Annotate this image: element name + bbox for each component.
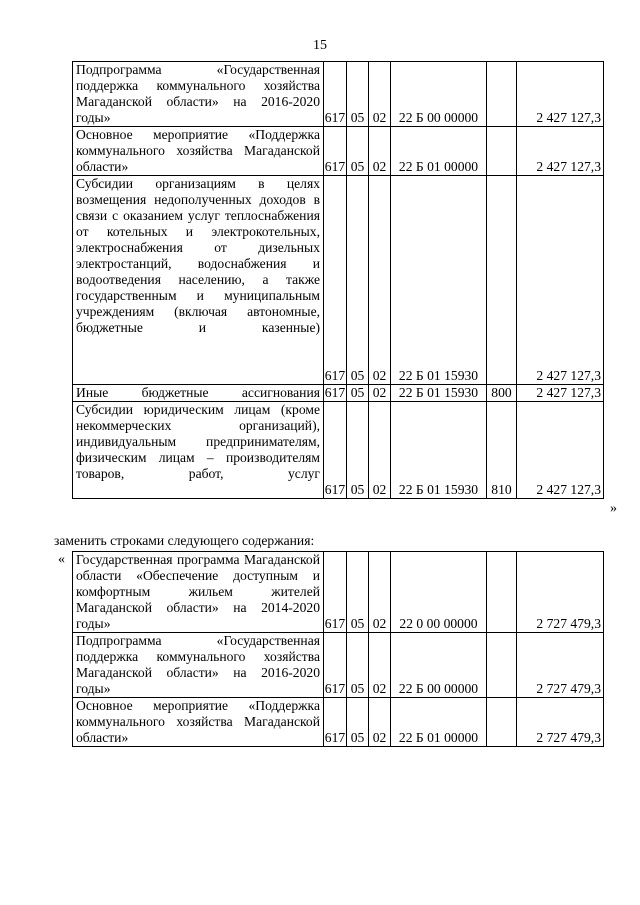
row-amount: 2 427 127,3 bbox=[517, 402, 604, 499]
row-subsection: 02 bbox=[369, 385, 391, 402]
row-code: 617 bbox=[324, 633, 347, 698]
row-subsection: 02 bbox=[369, 552, 391, 633]
row-name: Иные бюджетные ассигнования bbox=[73, 385, 324, 402]
row-name: Подпрограмма «Государственная поддержка коммунального хозяйства Магаданской области» на 2016-2020 годы» bbox=[73, 62, 324, 127]
row-section: 05 bbox=[347, 385, 369, 402]
row-type bbox=[487, 127, 517, 176]
row-section: 05 bbox=[347, 62, 369, 127]
row-target: 22 Б 00 00000 bbox=[391, 633, 487, 698]
row-name: Подпрограмма «Государственная поддержка коммунального хозяйства Магаданской области» на 2016-2020 годы» bbox=[73, 633, 324, 698]
row-section: 05 bbox=[347, 633, 369, 698]
row-code: 617 bbox=[324, 552, 347, 633]
budget-table-old bbox=[72, 61, 604, 499]
row-section: 05 bbox=[347, 176, 369, 385]
row-type bbox=[487, 698, 517, 747]
row-target: 22 0 00 00000 bbox=[391, 552, 487, 633]
row-target: 22 Б 01 00000 bbox=[391, 127, 487, 176]
row-amount: 2 727 479,3 bbox=[517, 633, 604, 698]
row-section: 05 bbox=[347, 552, 369, 633]
row-amount: 2 427 127,3 bbox=[517, 62, 604, 127]
row-name: Субсидии организациям в целях возмещения недополученных доходов в связи с оказанием услуг теплоснабжения от котельных и электрокотельных, электроснабжения от дизельных электростанций, водоснабжения и водоотведения населению, а также государственным и муниципальным учреждениям (включая автономные, бюджетные и казенные) bbox=[73, 176, 324, 385]
row-code: 617 bbox=[324, 176, 347, 385]
row-type bbox=[487, 552, 517, 633]
row-target: 22 Б 01 00000 bbox=[391, 698, 487, 747]
row-type bbox=[487, 633, 517, 698]
row-subsection: 02 bbox=[369, 176, 391, 385]
row-name: Государственная программа Магаданской области «Обеспечение доступным и комфортным жильем жителей Магаданской области» на 2014-2020 годы» bbox=[73, 552, 324, 633]
row-subsection: 02 bbox=[369, 633, 391, 698]
table-row bbox=[73, 127, 604, 176]
closing-quote: » bbox=[610, 501, 617, 516]
row-type: 800 bbox=[487, 385, 517, 402]
table-row bbox=[73, 62, 604, 127]
table-row bbox=[73, 633, 604, 698]
table-row bbox=[73, 698, 604, 747]
row-amount: 2 427 127,3 bbox=[517, 385, 604, 402]
row-code: 617 bbox=[324, 62, 347, 127]
intro-text: заменить строками следующего содержания: bbox=[54, 533, 315, 548]
row-target: 22 Б 01 15930 bbox=[391, 176, 487, 385]
row-code: 617 bbox=[324, 127, 347, 176]
table-row bbox=[73, 402, 604, 499]
table-row bbox=[73, 176, 604, 385]
table-row bbox=[73, 385, 604, 402]
row-code: 617 bbox=[324, 402, 347, 499]
row-type bbox=[487, 176, 517, 385]
row-subsection: 02 bbox=[369, 62, 391, 127]
row-subsection: 02 bbox=[369, 127, 391, 176]
table-row bbox=[73, 552, 604, 633]
row-subsection: 02 bbox=[369, 698, 391, 747]
row-section: 05 bbox=[347, 698, 369, 747]
row-target: 22 Б 01 15930 bbox=[391, 402, 487, 499]
row-amount: 2 727 479,3 bbox=[517, 552, 604, 633]
row-target: 22 Б 01 15930 bbox=[391, 385, 487, 402]
row-name: Основное мероприятие «Поддержка коммунального хозяйства Магаданской области» bbox=[73, 127, 324, 176]
row-amount: 2 727 479,3 bbox=[517, 698, 604, 747]
row-amount: 2 427 127,3 bbox=[517, 176, 604, 385]
page-number: 15 bbox=[313, 38, 327, 53]
row-code: 617 bbox=[324, 385, 346, 400]
row-name: Субсидии юридическим лицам (кроме некоммерческих организаций), индивидуальным предпринимателям, физическим лицам – производителям товаров, работ, услуг bbox=[73, 402, 324, 499]
row-code: 617 bbox=[324, 698, 347, 747]
row-section: 05 bbox=[347, 402, 369, 499]
row-type: 810 bbox=[487, 402, 517, 499]
row-target: 22 Б 00 00000 bbox=[391, 62, 487, 127]
row-subsection: 02 bbox=[369, 402, 391, 499]
row-amount: 2 427 127,3 bbox=[517, 127, 604, 176]
budget-table-new bbox=[72, 551, 604, 747]
row-type bbox=[487, 62, 517, 127]
row-name: Основное мероприятие «Поддержка коммунального хозяйства Магаданской области» bbox=[73, 698, 324, 747]
opening-quote: « bbox=[58, 552, 65, 567]
row-section: 05 bbox=[347, 127, 369, 176]
